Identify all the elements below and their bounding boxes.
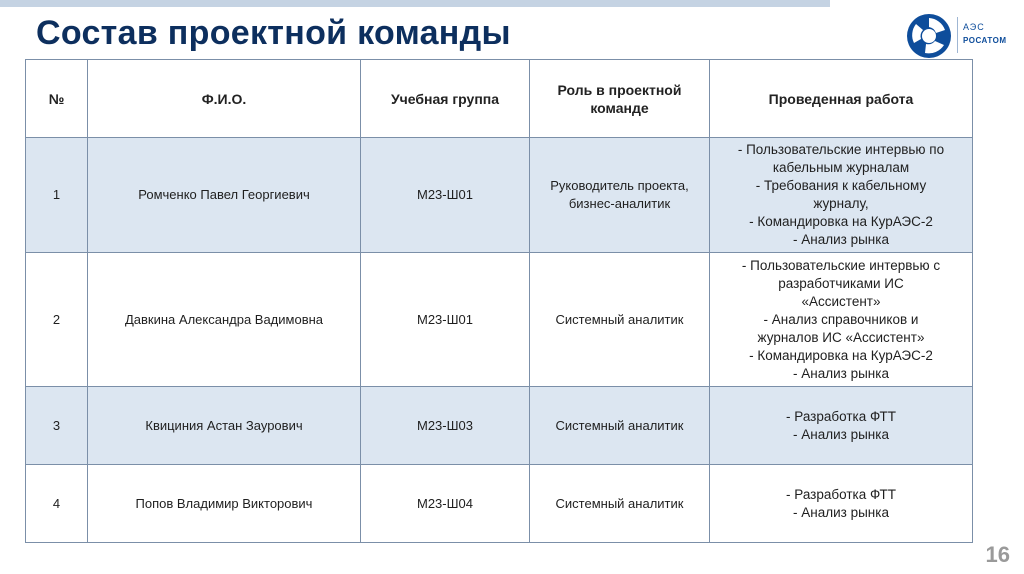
table-row — [26, 465, 973, 543]
work-item: - Анализ рынка — [793, 232, 889, 247]
table-row — [26, 387, 973, 465]
team-table — [25, 59, 973, 543]
slide-title: Состав проектной команды — [36, 14, 511, 52]
row-name: Квициния Астан Заурович — [88, 387, 361, 465]
row-role: Системный аналитик — [530, 465, 710, 543]
row-group: М23-Ш04 — [361, 465, 530, 543]
row-work — [710, 138, 973, 253]
work-item: - Командировка на КурАЭС-2 — [749, 347, 933, 363]
work-item: - Командировка на КурАЭС-2 — [749, 214, 933, 229]
table-header-row — [26, 60, 973, 138]
row-name: Попов Владимир Викторович — [88, 465, 361, 543]
top-accent-bar — [0, 0, 830, 7]
row-number: 3 — [26, 387, 88, 465]
work-item: журналов ИС «Ассистент» — [757, 329, 925, 345]
row-work — [710, 253, 973, 387]
header-group: Учебная группа — [361, 60, 530, 138]
page-number: 16 — [985, 542, 1010, 567]
work-item: «Ассистент» — [801, 293, 881, 309]
work-item: - Анализ рынка — [793, 365, 889, 381]
header-number: № — [26, 60, 88, 138]
row-group: М23-Ш03 — [361, 387, 530, 465]
logo-divider — [957, 17, 958, 53]
row-group: М23-Ш01 — [361, 253, 530, 387]
work-item: кабельным журналам — [772, 160, 910, 175]
work-item: - Разработка ФТТ — [786, 486, 896, 502]
row-name: Ромченко Павел Георгиевич — [88, 138, 361, 253]
row-number: 1 — [26, 138, 88, 253]
logo-text-rosatom: РОСАТОМ — [963, 36, 1007, 45]
work-item: - Анализ рынка — [793, 426, 889, 442]
header-name: Ф.И.О. — [88, 60, 361, 138]
row-work — [710, 387, 973, 465]
row-group: М23-Ш01 — [361, 138, 530, 253]
row-work — [710, 465, 973, 543]
rosatom-emblem-icon — [905, 12, 953, 60]
work-item: - Анализ справочников и — [763, 311, 919, 327]
row-role: Системный аналитик — [530, 253, 710, 387]
logo-text-aes: АЭС — [963, 22, 985, 32]
header-work: Проведенная работа — [710, 60, 973, 138]
work-item: разработчиками ИС — [778, 275, 904, 291]
table-row — [26, 138, 973, 253]
table-row — [26, 253, 973, 387]
rosatom-logo — [905, 12, 1015, 62]
work-item: - Требования к кабельному — [755, 178, 927, 193]
work-item: - Анализ рынка — [793, 504, 889, 520]
row-name: Давкина Александра Вадимовна — [88, 253, 361, 387]
header-role: Роль в проектной команде — [530, 60, 710, 138]
row-role: Системный аналитик — [530, 387, 710, 465]
work-item: - Пользовательские интервью по — [737, 142, 945, 157]
row-role: Руководитель проекта, бизнес-аналитик — [530, 138, 710, 253]
work-item: журналу, — [813, 196, 869, 211]
row-number: 2 — [26, 253, 88, 387]
work-item: - Разработка ФТТ — [786, 408, 896, 424]
row-number: 4 — [26, 465, 88, 543]
work-item: - Пользовательские интервью с — [741, 257, 941, 273]
